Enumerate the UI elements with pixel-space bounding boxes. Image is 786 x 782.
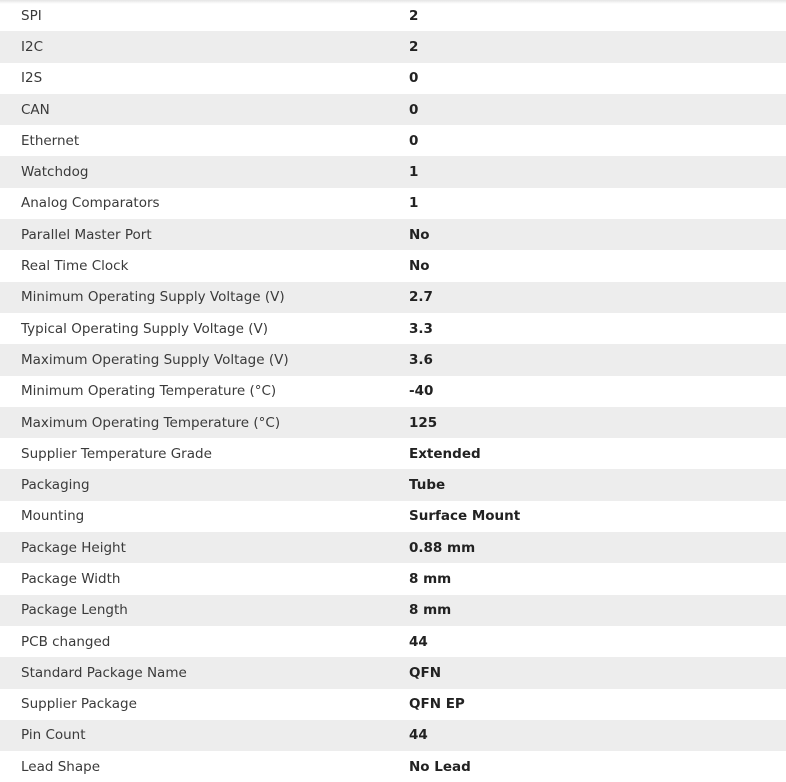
spec-row: [0, 532, 786, 563]
spec-label: Standard Package Name: [21, 664, 187, 681]
spec-row: [0, 376, 786, 407]
spec-row: [0, 407, 786, 438]
spec-label: Packaging: [21, 477, 90, 494]
spec-label: Real Time Clock: [21, 258, 129, 275]
spec-label: SPI: [21, 7, 42, 24]
spec-row: [0, 469, 786, 500]
spec-value: 44: [409, 633, 428, 650]
spec-value: No: [409, 258, 430, 275]
spec-row: [0, 0, 786, 31]
spec-value: 2: [409, 38, 419, 55]
spec-label: PCB changed: [21, 633, 111, 650]
spec-value: 8 mm: [409, 570, 452, 587]
spec-value: No: [409, 226, 430, 243]
spec-row: [0, 313, 786, 344]
spec-value: 3.6: [409, 351, 433, 368]
spec-row: [0, 63, 786, 94]
spec-label: I2C: [21, 38, 43, 55]
spec-label: Minimum Operating Supply Voltage (V): [21, 289, 285, 306]
spec-label: Package Width: [21, 570, 121, 587]
spec-value: Tube: [409, 477, 446, 494]
spec-value: -40: [409, 383, 434, 400]
spec-label: I2S: [21, 70, 43, 87]
spec-label: Ethernet: [21, 132, 80, 149]
spec-value: 1: [409, 195, 419, 212]
spec-value: 3.3: [409, 320, 433, 337]
spec-row: [0, 563, 786, 594]
spec-label: Pin Count: [21, 727, 86, 744]
spec-label: Minimum Operating Temperature (°C): [21, 383, 277, 400]
spec-row: [0, 250, 786, 281]
spec-label: Lead Shape: [21, 758, 100, 775]
spec-value: QFN: [409, 664, 441, 681]
spec-value: 0: [409, 101, 419, 118]
spec-value: 2.7: [409, 289, 433, 306]
spec-row: [0, 720, 786, 751]
spec-label: Watchdog: [21, 164, 89, 181]
spec-value: Extended: [409, 445, 481, 462]
spec-row: [0, 689, 786, 720]
spec-row: [0, 344, 786, 375]
spec-value: 2: [409, 7, 419, 24]
spec-row: [0, 282, 786, 313]
spec-row: [0, 501, 786, 532]
spec-label: Typical Operating Supply Voltage (V): [21, 320, 268, 337]
spec-label: Maximum Operating Temperature (°C): [21, 414, 281, 431]
spec-label: CAN: [21, 101, 50, 118]
spec-label: Supplier Temperature Grade: [21, 445, 212, 462]
spec-row: [0, 219, 786, 250]
spec-row: [0, 626, 786, 657]
spec-label: Parallel Master Port: [21, 226, 152, 243]
spec-row: [0, 751, 786, 782]
spec-value: 0: [409, 132, 419, 149]
spec-row: [0, 125, 786, 156]
spec-row: [0, 94, 786, 125]
spec-value: 0.88 mm: [409, 539, 476, 556]
spec-label: Package Length: [21, 602, 128, 619]
spec-label: Package Height: [21, 539, 126, 556]
spec-value: 125: [409, 414, 438, 431]
spec-value: QFN EP: [409, 696, 465, 713]
spec-row: [0, 657, 786, 688]
spec-value: 44: [409, 727, 428, 744]
spec-value: Surface Mount: [409, 508, 521, 525]
spec-row: [0, 156, 786, 187]
spec-value: 8 mm: [409, 602, 452, 619]
spec-row: [0, 438, 786, 469]
spec-row: [0, 31, 786, 62]
spec-row: [0, 188, 786, 219]
spec-value: 0: [409, 70, 419, 87]
spec-label: Supplier Package: [21, 696, 137, 713]
spec-value: 1: [409, 164, 419, 181]
spec-value: No Lead: [409, 758, 471, 775]
spec-label: Analog Comparators: [21, 195, 160, 212]
spec-label: Mounting: [21, 508, 85, 525]
spec-row: [0, 595, 786, 626]
spec-label: Maximum Operating Supply Voltage (V): [21, 351, 289, 368]
